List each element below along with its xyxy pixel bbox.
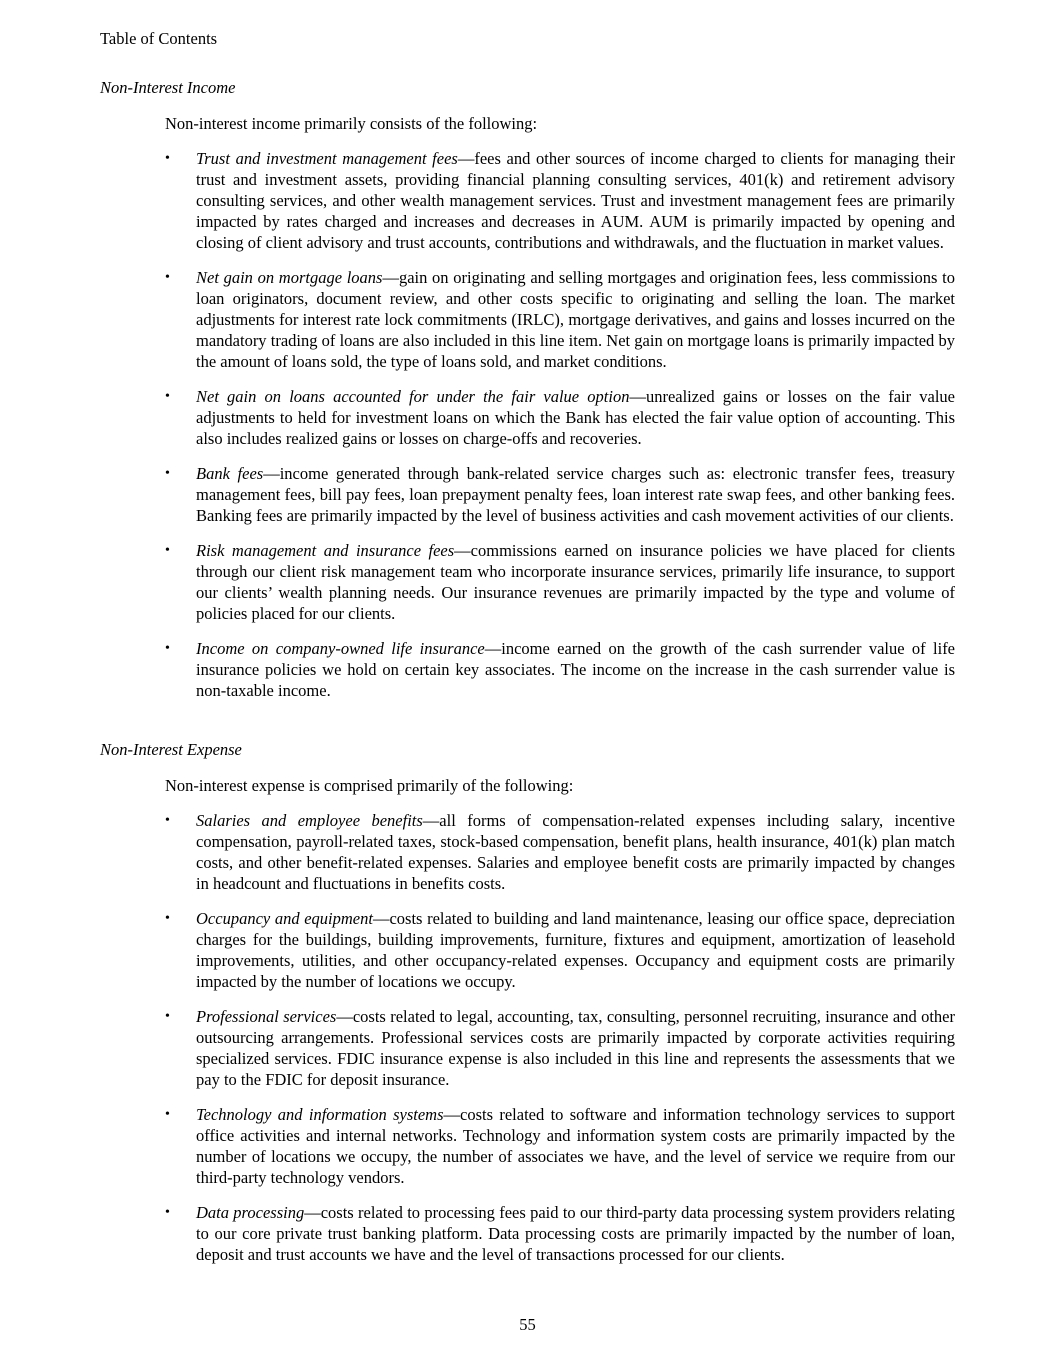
bullet-marker: • xyxy=(165,641,170,656)
section-heading-non-interest-income: Non-Interest Income xyxy=(100,78,236,97)
bullet-body: —unrealized gains or losses on the fair value adjustments to held for investment loans on which the Bank has elected the fair value option of accounting. This also includes realized gains or losses on charge-offs and recoveries. xyxy=(196,387,955,448)
bullet-body: —fees and other sources of income charged to clients for managing their trust and investment assets, providing financial planning consulting services, 401(k) and retirement advisory consulting services, and other wealth management services. Trust and investment management fees are primarily impacted by rates charged and increases and decreases in AUM. AUM is primarily impacted by opening and closing of client advisory and trust accounts, contributions and withdrawals, and the fluctuation in market values. xyxy=(196,149,955,252)
section-heading-non-interest-expense: Non-Interest Expense xyxy=(100,740,242,759)
bullet-text xyxy=(196,386,955,449)
bullet-body: —income earned on the growth of the cash surrender value of life insurance policies we hold on certain key associates. The income on the increase in the cash surrender value is non-taxable income. xyxy=(196,639,956,700)
bullet-text xyxy=(196,908,955,992)
bullet-marker: • xyxy=(165,911,170,926)
page-number: 55 xyxy=(519,1315,536,1334)
bullet-body: —costs related to building and land maintenance, leasing our office space, depreciation charges for the buildings, building improvements, furniture, fixtures and equipment, amortization of leasehold improvements, utilities, and other occupancy-related expenses. Occupancy and equipment costs are primarily impacted by the number of locations we occupy. xyxy=(196,909,955,991)
bullet-item xyxy=(165,810,955,894)
bullet-item xyxy=(165,1104,955,1188)
bullet-lead: Salaries and employee benefits xyxy=(196,811,423,830)
bullet-marker: • xyxy=(165,466,170,481)
bullet-item xyxy=(165,463,955,526)
bullet-marker: • xyxy=(165,813,170,828)
bullet-marker: • xyxy=(165,1205,170,1220)
bullet-body: —commissions earned on insurance policies we have placed for clients through our client risk management team who incorporate insurance services, primarily life insurance, to support our clients’ wealth planning needs. Our insurance revenues are primarily impacted by the type and volume of policies placed for our clients. xyxy=(196,541,955,623)
bullet-item xyxy=(165,148,955,253)
bullet-lead: Bank fees xyxy=(196,464,264,483)
bullet-lead: Data processing xyxy=(196,1203,305,1222)
bullet-lead: Net gain on loans accounted for under the fair value option xyxy=(196,387,630,406)
bullet-text xyxy=(196,540,955,624)
section-intro: Non-interest income primarily consists of the following: xyxy=(165,114,538,133)
bullet-item xyxy=(165,1202,955,1265)
bullet-body: —income generated through bank-related service charges such as: electronic transfer fees, treasury management fees, bill pay fees, loan prepayment penalty fees, loan interest rate swap fees, and other banking fees. Banking fees are primarily impacted by the level of business activities and cash movement activities of our clients. xyxy=(196,464,956,525)
bullet-lead: Occupancy and equipment xyxy=(196,909,373,928)
bullet-item xyxy=(165,638,955,701)
bullet-marker: • xyxy=(165,543,170,558)
bullet-text xyxy=(196,267,955,372)
bullet-text xyxy=(196,1006,955,1090)
bullet-marker: • xyxy=(165,151,170,166)
bullet-item xyxy=(165,386,955,449)
section-intro: Non-interest expense is comprised primarily of the following: xyxy=(165,776,574,795)
bullet-item xyxy=(165,267,955,372)
bullet-body: —costs related to processing fees paid to our third-party data processing system providers relating to our core private trust banking platform. Data processing costs are primarily impacted by the number of loan, deposit and trust accounts we have and the level of transactions processed for our clients. xyxy=(196,1203,955,1264)
table-of-contents-link[interactable]: Table of Contents xyxy=(100,29,218,48)
bullet-text xyxy=(196,463,955,526)
bullet-marker: • xyxy=(165,1107,170,1122)
bullet-body: —costs related to software and information technology services to support office activities and internal networks. Technology and information system costs are primarily impacted by the number of locations we occupy, the number of associates we have, and the level of service we require from our third-party technology vendors. xyxy=(196,1105,955,1187)
bullet-lead: Trust and investment management fees xyxy=(196,149,458,168)
bullet-lead: Technology and information systems xyxy=(196,1105,444,1124)
bullet-marker: • xyxy=(165,270,170,285)
bullet-marker: • xyxy=(165,1009,170,1024)
bullet-lead: Professional services xyxy=(196,1007,337,1026)
bullet-lead: Net gain on mortgage loans xyxy=(196,268,383,287)
bullet-body: —costs related to legal, accounting, tax, consulting, personnel recruiting, insurance and other outsourcing arrangements. Professional services costs are primarily impacted by corporate activities requiring specialized services. FDIC insurance expense is also included in this line and represents the assessments that we pay to the FDIC for deposit insurance. xyxy=(196,1007,956,1089)
bullet-item xyxy=(165,540,955,624)
bullet-text xyxy=(196,148,955,253)
bullet-lead: Income on company-owned life insurance xyxy=(196,639,485,658)
bullet-list-non-interest-expense xyxy=(165,810,955,1265)
bullet-text xyxy=(196,810,955,894)
bullet-text xyxy=(196,1202,955,1265)
bullet-lead: Risk management and insurance fees xyxy=(196,541,455,560)
bullet-list-non-interest-income xyxy=(165,148,955,701)
bullet-marker: • xyxy=(165,389,170,404)
bullet-text xyxy=(196,638,955,701)
bullet-item xyxy=(165,1006,955,1090)
bullet-body: —all forms of compensation-related expenses including salary, incentive compensation, payroll-related taxes, stock-based compensation, benefit plans, health insurance, 401(k) plan match costs, and other benefit-related expenses. Salaries and employee benefit costs are primarily impacted by changes in headcount and fluctuations in benefits costs. xyxy=(196,811,955,893)
bullet-text xyxy=(196,1104,955,1188)
bullet-body: —gain on originating and selling mortgages and origination fees, less commissions to loan originators, document review, and other costs specific to originating and selling the loan. The market adjustments for interest rate lock commitments (IRLC), mortgage derivatives, and gains and losses incurred on the mandatory trading of loans are also included in this line item. Net gain on mortgage loans is primarily impacted by the amount of loans sold, the type of loans sold, and market conditions. xyxy=(196,268,955,371)
bullet-item xyxy=(165,908,955,992)
